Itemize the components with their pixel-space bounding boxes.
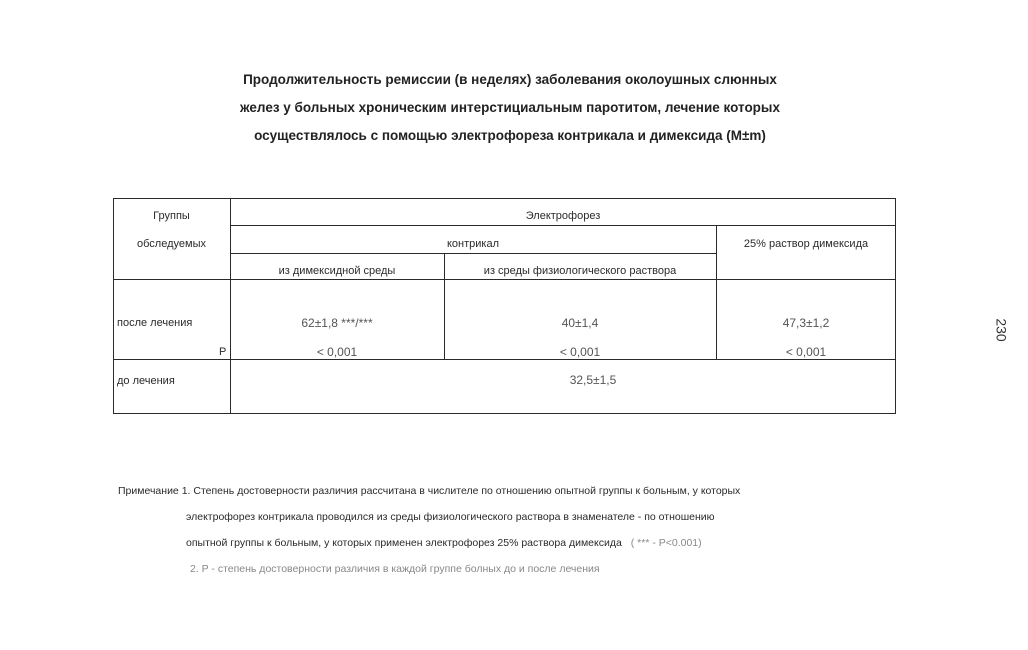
title-line-2: желез у больных хроническим интерстициальным паротитом, лечение которых <box>240 100 780 115</box>
page-number: 230 <box>993 318 1010 342</box>
data-table <box>113 198 896 414</box>
table-border-left <box>113 198 114 414</box>
divider-contrical <box>230 253 716 254</box>
after-value-dimexide-25: 47,3±1,2 <box>782 316 830 330</box>
header-contrical: контрикал <box>446 238 500 250</box>
title-line-1: Продолжительность ремиссии (в неделях) заболевания околоушных слюнных <box>243 72 777 87</box>
notes-section <box>118 478 740 582</box>
note-line-4: 2. P - степень достоверности различия в каждой группе болных до и после лечения <box>190 563 600 575</box>
header-groups-line-1: Группы <box>153 210 190 222</box>
row-label-p: P <box>219 346 227 358</box>
p-value-dimexide-medium: < 0,001 <box>316 345 358 359</box>
note-line-3: опытной группы к больным, у которых применен электрофорез 25% раствора димексида <box>186 537 622 549</box>
header-dimexide-25: 25% раствор димексида <box>743 238 869 250</box>
header-from-saline: из среды физиологического раствора <box>483 265 677 277</box>
p-value-saline-medium: < 0,001 <box>559 345 601 359</box>
after-value-saline-medium: 40±1,4 <box>561 316 599 330</box>
note-line-1: Примечание 1. Степень достоверности различия рассчитана в числителе по отношению опытной группы к больным, у которых <box>118 485 741 497</box>
p-value-dimexide-25: < 0,001 <box>785 345 827 359</box>
header-groups-line-2: обследуемых <box>137 238 206 250</box>
header-electrophoresis: Электрофорез <box>525 210 601 222</box>
note-significance-marker: ( *** - P<0.001) <box>630 537 702 549</box>
before-value: 32,5±1,5 <box>569 373 617 387</box>
header-from-dimexide: из димексидной среды <box>278 265 396 277</box>
title-line-3: осуществлялось с помощью электрофореза контрикала и димексида (M±m) <box>254 128 766 143</box>
divider-electrophoresis <box>230 225 896 226</box>
after-value-dimexide-medium: 62±1,8 ***/*** <box>301 316 373 330</box>
row-label-after: после лечения <box>117 317 193 329</box>
note-line-2: электрофорез контрикала проводился из среды физиологического раствора в знаменателе - по отношению <box>186 511 715 523</box>
document-title <box>150 66 870 150</box>
row-label-before: до лечения <box>117 375 175 387</box>
